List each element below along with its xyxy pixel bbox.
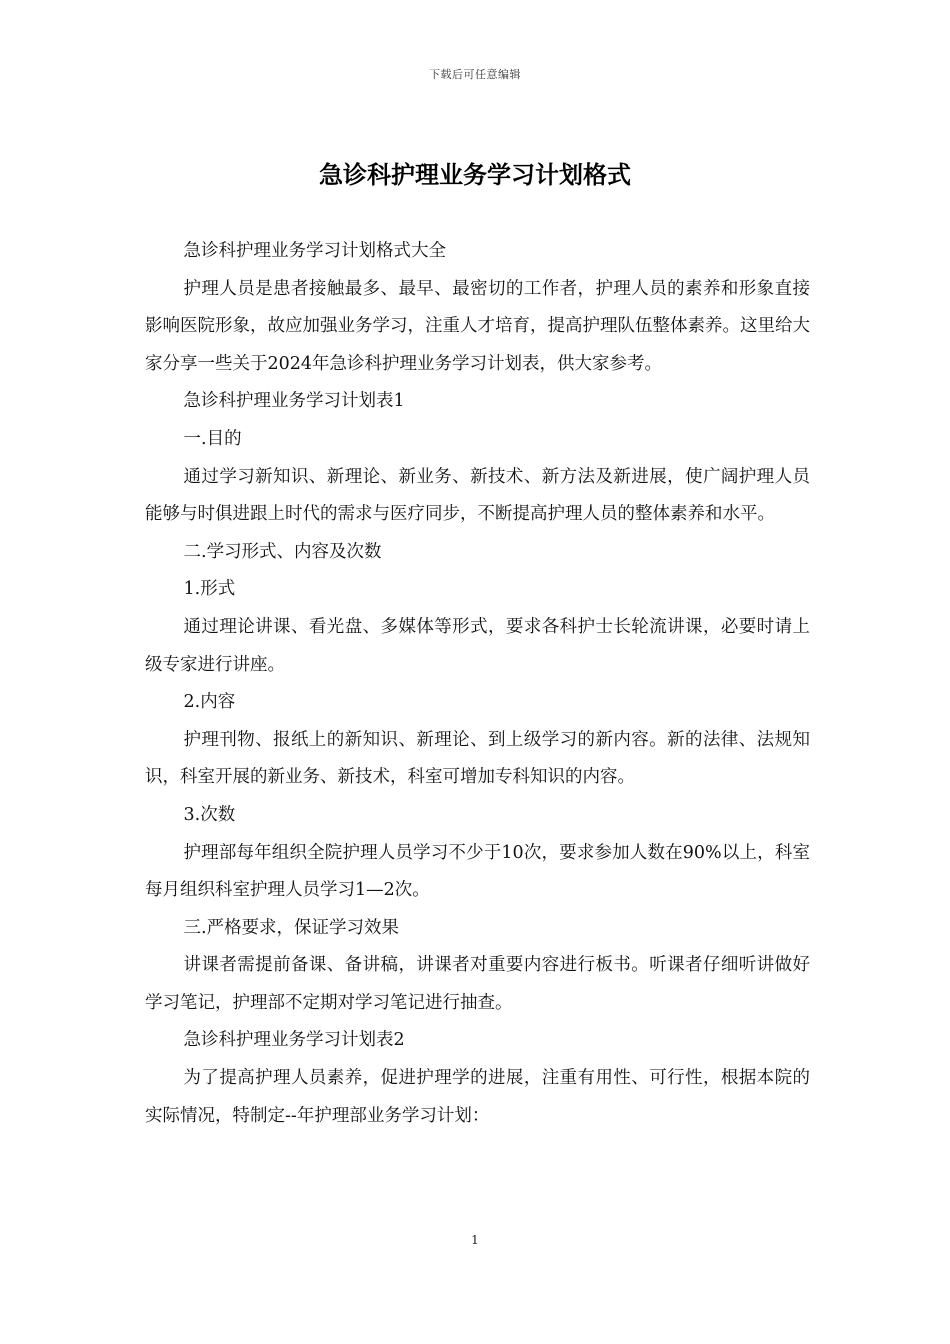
paragraph-purpose: 通过学习新知识、新理论、新业务、新技术、新方法及新进展，使广阔护理人员能够与时俱进跟上时代的需求与医疗同步，不断提高护理人员的整体素养和水平。 — [145, 466, 810, 525]
section-heading-plan-2: 急诊科护理业务学习计划表2 — [183, 1030, 405, 1051]
section-heading-plan-1: 急诊科护理业务学习计划表1 — [183, 391, 405, 412]
subheading-frequency: 3.次数 — [183, 804, 236, 825]
paragraph-requirements: 讲课者需提前备课、备讲稿，讲课者对重要内容进行板书。听课者仔细听讲做好学习笔记，护理部不定期对学习笔记进行抽查。 — [145, 955, 810, 1013]
paragraph-frequency: 护理部每年组织全院护理人员学习不少于10次，要求参加人数在90%以上，科室每月组织科室护理人员学习1—2次。 — [145, 842, 810, 901]
subheading-content: 2.内容 — [183, 692, 236, 713]
page-number: 1 — [471, 1233, 479, 1247]
header-note: 下载后可任意编辑 — [429, 68, 521, 81]
paragraph-plan-2-intro: 为了提高护理人员素养，促进护理学的进展，注重有用性、可行性，根据本院的实际情况，特制定--年护理部业务学习计划： — [145, 1068, 810, 1126]
paragraph-form: 通过理论讲课、看光盘、多媒体等形式，要求各科护士长轮流讲课，必要时请上级专家进行讲座。 — [145, 616, 810, 675]
paragraph-intro: 护理人员是患者接触最多、最早、最密切的工作者，护理人员的素养和形象直接影响医院形象，故应加强业务学习，注重人才培育，提高护理队伍整体素养。这里给大家分享一些关于2024年急诊科护理业务学习计划表，供大家参考。 — [145, 278, 810, 374]
subheading-form: 1.形式 — [183, 579, 236, 600]
paragraph-subtitle: 急诊科护理业务学习计划格式大全 — [183, 241, 446, 261]
paragraph-content: 护理刊物、报纸上的新知识、新理论、到上级学习的新内容。新的法律、法规知识，科室开展的新业务、新技术，科室可增加专科知识的内容。 — [145, 729, 810, 788]
section-heading-purpose: 一.目的 — [183, 428, 242, 449]
section-heading-form-content: 二.学习形式、内容及次数 — [183, 541, 382, 562]
section-heading-requirements: 三.严格要求，保证学习效果 — [183, 917, 400, 938]
document-body — [145, 233, 810, 1135]
document-title: 急诊科护理业务学习计划格式 — [319, 161, 631, 189]
